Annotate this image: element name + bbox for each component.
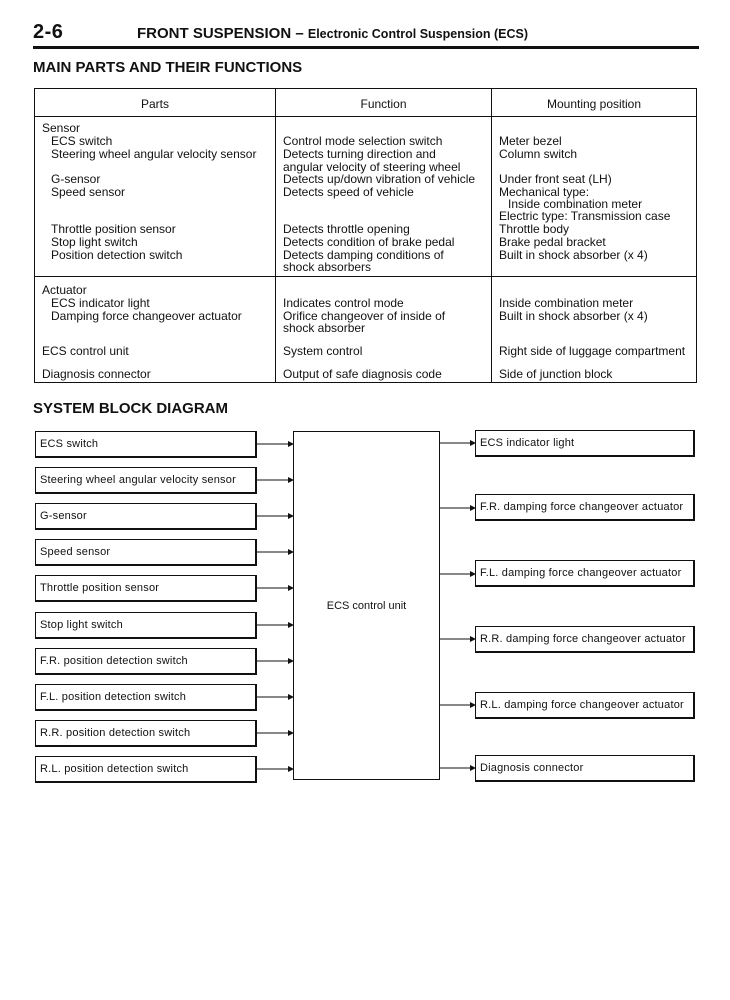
table-cell-function: Output of safe diagnosis code xyxy=(283,367,442,381)
table-cell-part: Steering wheel angular velocity sensor xyxy=(51,147,257,161)
header-separator: – xyxy=(295,25,304,42)
block-label: R.L. position detection switch xyxy=(40,763,189,775)
table-cell-function: angular velocity of steering wheel xyxy=(283,160,461,174)
input-block-rr-position-switch xyxy=(35,720,257,747)
block-label: Steering wheel angular velocity sensor xyxy=(40,474,236,486)
control-unit-label: ECS control unit xyxy=(326,599,407,612)
input-block-speed-sensor xyxy=(35,539,257,566)
table-cell-part: Throttle position sensor xyxy=(51,222,176,236)
table-cell-part: ECS control unit xyxy=(42,344,129,358)
table-cell-mounting: Meter bezel xyxy=(499,134,562,148)
column-header-function: Function xyxy=(360,97,407,111)
table-cell-mounting: Built in shock absorber (x 4) xyxy=(499,248,648,262)
ecs-control-unit-block xyxy=(293,431,440,780)
table-cell-function: shock absorber xyxy=(283,321,366,335)
output-block-rl-actuator xyxy=(475,692,695,719)
table-cell-mounting: Inside combination meter xyxy=(499,296,634,310)
block-label: R.R. damping force changeover actuator xyxy=(480,633,686,645)
table-cell-actuator-heading: Actuator xyxy=(42,283,87,297)
block-label: G-sensor xyxy=(40,510,87,522)
table-cell-mounting: Mechanical type: xyxy=(499,185,590,199)
table-cell-function: Detects speed of vehicle xyxy=(283,185,414,199)
block-label: Diagnosis connector xyxy=(480,762,584,774)
table-cell-part: Diagnosis connector xyxy=(42,367,151,381)
table-cell-mounting: Under front seat (LH) xyxy=(499,172,612,186)
block-diagram-heading: SYSTEM BLOCK DIAGRAM xyxy=(33,400,228,417)
table-cell-function: Detects condition of brake pedal xyxy=(283,235,455,249)
table-cell-function: Detects throttle opening xyxy=(283,222,410,236)
table-cell-mounting: Side of junction block xyxy=(499,367,613,381)
input-block-throttle-sensor xyxy=(35,575,257,602)
table-cell-mounting: Column switch xyxy=(499,147,578,161)
table-cell-part: Position detection switch xyxy=(51,248,183,262)
table-cell-part: G-sensor xyxy=(51,172,101,186)
table-cell-part: ECS indicator light xyxy=(51,296,150,310)
subsection-title: Electronic Control Suspension (ECS) xyxy=(307,27,529,41)
block-label: Stop light switch xyxy=(40,619,123,631)
input-block-rl-position-switch xyxy=(35,756,257,783)
block-label: R.R. position detection switch xyxy=(40,727,191,739)
table-cell-part: Speed sensor xyxy=(51,185,126,199)
table-cell-mounting: Built in shock absorber (x 4) xyxy=(499,309,648,323)
input-block-fl-position-switch xyxy=(35,684,257,711)
input-block-ecs-switch xyxy=(35,431,257,458)
block-label: F.R. position detection switch xyxy=(40,655,188,667)
block-label: ECS switch xyxy=(40,438,99,450)
input-block-stop-light-switch xyxy=(35,612,257,639)
block-label: ECS indicator light xyxy=(480,437,575,449)
table-cell-function: shock absorbers xyxy=(283,260,372,274)
table-cell-function: System control xyxy=(283,344,363,358)
table-cell-function: Detects up/down vibration of vehicle xyxy=(283,172,476,186)
page-number: 2-6 xyxy=(33,21,64,43)
table-cell-mounting: Electric type: Transmission case xyxy=(499,209,671,223)
main-parts-heading: MAIN PARTS AND THEIR FUNCTIONS xyxy=(33,59,303,76)
output-block-indicator-light xyxy=(475,430,695,457)
block-label: F.L. position detection switch xyxy=(40,691,187,703)
output-block-fl-actuator xyxy=(475,560,695,587)
output-block-rr-actuator xyxy=(475,626,695,653)
table-cell-mounting: Inside combination meter xyxy=(508,197,643,211)
block-label: Speed sensor xyxy=(40,546,111,558)
table-cell-function: Indicates control mode xyxy=(283,296,404,310)
table-cell-function: Detects turning direction and xyxy=(283,147,436,161)
table-cell-sensor-heading: Sensor xyxy=(42,121,81,135)
block-label: R.L. damping force changeover actuator xyxy=(480,699,684,711)
table-cell-function: Detects damping conditions of xyxy=(283,248,444,262)
table-cell-part: Stop light switch xyxy=(51,235,138,249)
block-label: Throttle position sensor xyxy=(40,582,160,594)
table-cell-function: Control mode selection switch xyxy=(283,134,443,148)
table-cell-function: Orifice changeover of inside of xyxy=(283,309,446,323)
column-header-mounting: Mounting position xyxy=(546,97,642,111)
block-label: F.L. damping force changeover actuator xyxy=(480,567,682,579)
table-cell-part: ECS switch xyxy=(51,134,113,148)
input-block-g-sensor xyxy=(35,503,257,530)
block-label: F.R. damping force changeover actuator xyxy=(480,501,684,513)
section-title: FRONT SUSPENSION xyxy=(137,25,292,42)
column-header-parts: Parts xyxy=(140,97,169,111)
table-cell-mounting: Right side of luggage compartment xyxy=(499,344,686,358)
output-block-diagnosis-connector xyxy=(475,755,695,782)
output-block-fr-actuator xyxy=(475,494,695,521)
table-cell-part: Damping force changeover actuator xyxy=(51,309,242,323)
table-cell-mounting: Throttle body xyxy=(499,222,570,236)
input-block-fr-position-switch xyxy=(35,648,257,675)
input-block-steering-sensor xyxy=(35,467,257,494)
table-cell-mounting: Brake pedal bracket xyxy=(499,235,606,249)
